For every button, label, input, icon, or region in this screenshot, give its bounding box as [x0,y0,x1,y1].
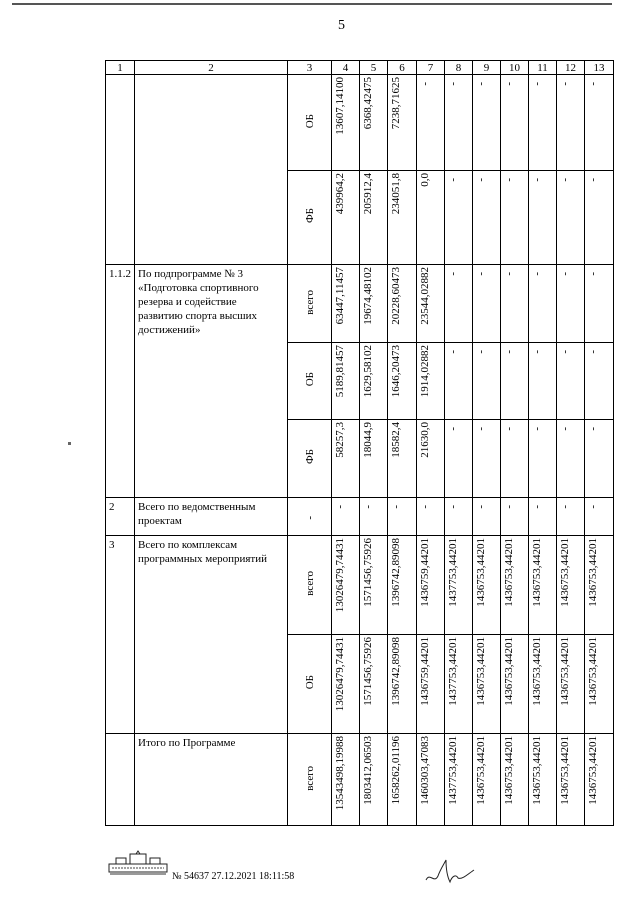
table-row [106,536,614,635]
value-text: 21630,0 [419,422,431,458]
value-cell [585,75,614,171]
value-cell [332,734,360,826]
value-cell [388,343,417,420]
funding-type [288,171,332,265]
row-label [135,75,288,265]
value-cell [557,171,585,265]
value-text: - [475,82,487,86]
value-text: 6368,42475 [362,77,374,130]
value-text: 0,0 [419,173,431,187]
value-text: 1396742,89098 [390,637,402,706]
page-number: 5 [338,18,345,33]
value-cell [360,498,388,536]
value-text: - [475,350,487,354]
value-text: 1436759,44201 [419,538,431,607]
value-cell [501,171,529,265]
header-cell: 1 [106,61,135,75]
value-text: 1396742,89098 [390,538,402,607]
budget-table [105,60,614,826]
value-text: - [559,272,571,276]
value-text: 1629,58102 [362,345,374,398]
value-cell [529,734,557,826]
header-cell: 11 [529,61,557,75]
funding-type [288,265,332,343]
value-cell [557,75,585,171]
value-text: - [475,272,487,276]
value-cell [557,343,585,420]
header-cell: 4 [332,61,360,75]
value-text: 23544,02882 [419,267,431,325]
value-text: - [503,178,515,182]
value-cell [332,343,360,420]
table-row [106,734,614,826]
value-cell [445,536,473,635]
value-text: - [531,82,543,86]
value-cell [417,635,445,734]
header-cell: 3 [288,61,332,75]
header-cell: 9 [473,61,501,75]
value-text: 1658262,01196 [390,736,402,805]
value-cell [360,265,388,343]
value-text: 7238,71625 [390,77,402,130]
value-text: - [447,427,459,431]
value-text: 1571456,75926 [362,538,374,607]
funding-type [288,498,332,536]
value-text: 1436753,44201 [475,538,487,607]
value-text: 1437753,44201 [447,538,459,607]
value-text: 63447,11457 [334,267,346,325]
value-cell [473,265,501,343]
value-text: - [475,505,487,509]
value-cell [529,265,557,343]
funding-type-label: ОБ [303,113,316,129]
value-cell [388,536,417,635]
value-cell [388,75,417,171]
funding-type [288,420,332,498]
header-cell: 12 [557,61,585,75]
value-cell [360,75,388,171]
funding-type [288,75,332,171]
value-text: 1436753,44201 [503,538,515,607]
value-text: - [559,350,571,354]
row-number: 1.1.2 [106,265,135,498]
value-text: 1436753,44201 [503,736,515,805]
value-text: - [531,505,543,509]
value-text: 1436753,44201 [475,736,487,805]
value-cell [473,536,501,635]
value-cell [585,343,614,420]
row-label: По подпрограмме № 3 «Подготовка спортивного резерва и содействие развитию спорта высших достижений» [135,265,288,498]
value-text: - [559,427,571,431]
value-cell [417,498,445,536]
value-text: 13607,14100 [334,77,346,135]
value-cell [445,343,473,420]
value-cell [388,734,417,826]
funding-type-label: всего [303,571,316,596]
value-cell [473,75,501,171]
value-text: 58257,3 [334,422,346,458]
building-seal-icon [108,850,170,876]
value-cell [557,420,585,498]
funding-type [288,635,332,734]
header-cell: 5 [360,61,388,75]
value-text: 18044,9 [362,422,374,458]
value-cell [501,498,529,536]
row-number: 3 [106,536,135,734]
value-cell [473,635,501,734]
value-text: 1437753,44201 [447,637,459,706]
row-label: Всего по ведомственным проектам [135,498,288,536]
value-text: 205912,4 [362,173,374,215]
value-cell [332,635,360,734]
value-text: - [475,178,487,182]
value-text: 1436753,44201 [559,637,571,706]
table-row [106,75,614,171]
value-cell [332,171,360,265]
value-text: - [475,427,487,431]
value-cell [585,734,614,826]
value-text: 13543498,19988 [334,736,346,811]
value-text: 1436753,44201 [531,637,543,706]
funding-type-label: всего [303,765,316,791]
value-text: - [419,82,431,86]
value-text: - [447,505,459,509]
value-text: 20228,60473 [390,267,402,325]
table-row [106,265,614,343]
value-text: 1803412,06503 [362,736,374,805]
funding-type [288,536,332,635]
value-cell [360,171,388,265]
value-cell [388,498,417,536]
value-text: - [503,82,515,86]
funding-type-label: ФБ [303,449,316,465]
value-cell [557,265,585,343]
value-text: 1460303,47083 [419,736,431,805]
value-cell [445,635,473,734]
value-cell [501,420,529,498]
registration-stamp: № 54637 27.12.2021 18:11:58 [172,871,295,882]
value-cell [585,171,614,265]
value-cell [529,536,557,635]
header-cell: 7 [417,61,445,75]
value-cell [445,75,473,171]
value-text: - [503,272,515,276]
signature-icon [424,858,476,886]
value-cell [417,343,445,420]
value-cell [585,536,614,635]
value-text: - [587,505,599,509]
value-text: - [447,272,459,276]
value-cell [585,635,614,734]
value-text: - [587,178,599,182]
funding-type [288,734,332,826]
value-cell [529,343,557,420]
value-text: - [419,505,431,509]
value-cell [332,265,360,343]
value-text: - [503,427,515,431]
top-edge-line [12,3,612,5]
value-text: 1436759,44201 [419,637,431,706]
funding-type-label: ФБ [303,208,316,224]
value-cell [585,420,614,498]
value-text: - [531,178,543,182]
row-number [106,734,135,826]
value-text: 1436753,44201 [531,538,543,607]
value-cell [501,265,529,343]
value-cell [417,420,445,498]
funding-type-label: ОБ [303,372,316,387]
value-text: - [559,505,571,509]
value-cell [417,265,445,343]
value-cell [332,536,360,635]
value-cell [388,420,417,498]
value-text: 18582,4 [390,422,402,458]
funding-type-label: ОБ [303,675,316,690]
header-row [106,61,614,75]
value-cell [501,75,529,171]
value-text: 234051,8 [390,173,402,215]
value-cell [585,498,614,536]
value-cell [445,265,473,343]
value-text: 19674,48102 [362,267,374,325]
value-cell [332,420,360,498]
value-text: 13026479,74431 [334,637,346,712]
header-cell: 6 [388,61,417,75]
value-cell [501,343,529,420]
value-cell [501,536,529,635]
value-cell [529,635,557,734]
value-cell [473,420,501,498]
value-cell [417,536,445,635]
value-text: - [447,350,459,354]
value-cell [360,635,388,734]
value-text: - [587,82,599,86]
value-text: 1436753,44201 [531,736,543,805]
value-cell [388,171,417,265]
row-number [106,75,135,265]
value-cell [388,635,417,734]
value-text: 5189,81457 [334,345,346,398]
value-cell [529,75,557,171]
value-text: - [587,350,599,354]
row-number: 2 [106,498,135,536]
margin-mark [68,442,71,445]
table-row [106,498,614,536]
value-text: - [531,350,543,354]
value-text: - [587,427,599,431]
value-text: - [362,505,374,509]
value-cell [557,536,585,635]
header-cell: 8 [445,61,473,75]
value-text: 1436753,44201 [503,637,515,706]
value-cell [501,734,529,826]
value-text: 1436753,44201 [587,736,599,805]
value-text: - [587,272,599,276]
row-label: Итого по Программе [135,734,288,826]
value-cell [445,734,473,826]
value-text: 439964,2 [334,173,346,215]
value-text: 1436753,44201 [587,637,599,706]
value-cell [360,734,388,826]
header-cell: 13 [585,61,614,75]
header-cell: 2 [135,61,288,75]
value-text: 1571456,75926 [362,637,374,706]
value-text: 1436753,44201 [559,538,571,607]
funding-type-label: - [303,515,316,520]
value-cell [529,171,557,265]
value-cell [388,265,417,343]
funding-type-label: всего [303,289,316,315]
value-text: 1436753,44201 [475,637,487,706]
value-cell [360,536,388,635]
header-cell: 10 [501,61,529,75]
value-cell [360,343,388,420]
value-cell [557,498,585,536]
value-cell [557,635,585,734]
value-text: - [447,178,459,182]
value-text: - [334,505,346,509]
value-cell [529,498,557,536]
value-cell [557,734,585,826]
value-cell [445,420,473,498]
value-cell [473,343,501,420]
funding-type [288,343,332,420]
value-cell [417,171,445,265]
value-text: - [503,505,515,509]
value-text: - [531,272,543,276]
value-text: - [559,82,571,86]
value-cell [501,635,529,734]
value-cell [585,265,614,343]
value-text: 1437753,44201 [447,736,459,805]
value-cell [332,498,360,536]
value-text: - [390,505,402,509]
value-text: - [531,427,543,431]
value-text: 13026479,74431 [334,538,346,613]
row-label: Всего по комплексам программных мероприятий [135,536,288,734]
value-cell [473,171,501,265]
value-text: 1914,02882 [419,345,431,398]
value-cell [445,171,473,265]
value-cell [417,734,445,826]
value-text: - [559,178,571,182]
value-text: - [447,82,459,86]
value-cell [473,498,501,536]
value-text: 1646,20473 [390,345,402,398]
value-text: - [503,350,515,354]
value-cell [529,420,557,498]
value-cell [360,420,388,498]
value-cell [332,75,360,171]
value-cell [473,734,501,826]
value-text: 1436753,44201 [587,538,599,607]
value-cell [417,75,445,171]
value-text: 1436753,44201 [559,736,571,805]
budget-table-wrapper [105,60,614,826]
value-cell [445,498,473,536]
